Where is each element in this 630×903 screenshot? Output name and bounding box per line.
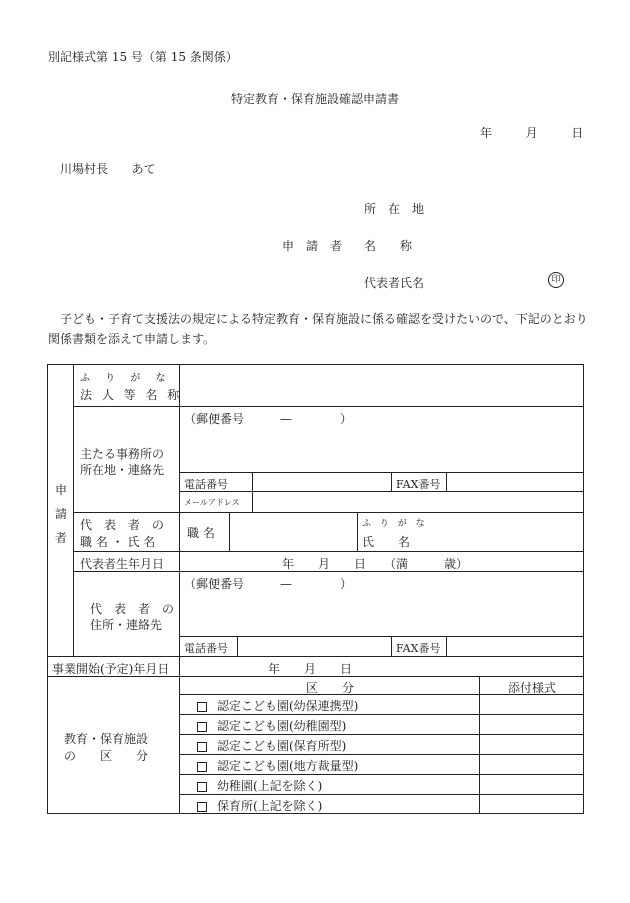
category-option[interactable] bbox=[197, 697, 358, 714]
corp-name-label: 法 人 等 名 称 bbox=[80, 388, 183, 402]
office-label-2: 所在地・連絡先 bbox=[80, 463, 165, 477]
office-label-1: 主たる事務所の bbox=[80, 447, 165, 461]
rep-title-field[interactable] bbox=[230, 513, 356, 550]
category-option-label: 認定こども園(幼保連携型) bbox=[217, 699, 359, 713]
office-email-field[interactable] bbox=[253, 492, 583, 511]
rep-title-label: 職 名 bbox=[187, 526, 215, 540]
birth-fields[interactable]: 年 月 日 （満 歳） bbox=[282, 557, 469, 571]
addressee-suffix: あて bbox=[131, 162, 156, 176]
checkbox[interactable] bbox=[197, 702, 207, 712]
office-postal-label: （郵便番号 — ） bbox=[184, 412, 353, 426]
office-address-field[interactable] bbox=[180, 425, 583, 471]
category-option[interactable] bbox=[197, 797, 322, 814]
checkbox[interactable] bbox=[197, 782, 207, 792]
rep-name-field[interactable] bbox=[424, 513, 583, 550]
side-label-3: 者 bbox=[55, 531, 68, 545]
rep-address-field[interactable] bbox=[180, 590, 583, 635]
office-email-label: メールアドレス bbox=[184, 498, 240, 507]
body-text-line2: 関係書類を添えて申請します。 bbox=[48, 332, 216, 346]
category-label-2: の 区 分 bbox=[64, 749, 149, 763]
checkbox[interactable] bbox=[197, 802, 207, 812]
category-option-label: 保育所(上記を除く) bbox=[217, 799, 323, 813]
seal-mark: 印 bbox=[548, 272, 564, 288]
checkbox[interactable] bbox=[197, 722, 207, 732]
form-number: 別記様式第 15 号（第 15 条関係） bbox=[48, 50, 238, 64]
checkbox[interactable] bbox=[197, 742, 207, 752]
category-header: 区 分 bbox=[306, 681, 355, 695]
checkbox[interactable] bbox=[197, 762, 207, 772]
applicant-rep-label: 代表者氏名 bbox=[364, 276, 425, 290]
category-option-label: 幼稚園(上記を除く) bbox=[217, 779, 323, 793]
category-option-label: 認定こども園(幼稚園型) bbox=[217, 719, 347, 733]
category-option-label: 認定こども園(地方裁量型) bbox=[217, 759, 359, 773]
corp-name-field[interactable] bbox=[180, 365, 583, 406]
rep-fax-label: FAX番号 bbox=[396, 642, 441, 655]
rep-furigana-label: ふ り が な bbox=[362, 519, 428, 529]
date-line bbox=[480, 124, 583, 141]
category-option[interactable] bbox=[197, 777, 322, 794]
rep-label-1: 代 表 者 の bbox=[80, 518, 165, 532]
date-day: 日 bbox=[571, 126, 584, 140]
office-fax-label: FAX番号 bbox=[396, 478, 441, 491]
rep-postal-label: （郵便番号 — ） bbox=[184, 577, 353, 591]
start-fields[interactable]: 年 月 日 bbox=[268, 662, 353, 676]
date-year: 年 bbox=[480, 126, 493, 140]
category-option-label: 認定こども園(保育所型) bbox=[217, 739, 347, 753]
rep-phone-field[interactable] bbox=[238, 637, 390, 655]
attach-header: 添付様式 bbox=[508, 681, 557, 695]
applicant-name-label: 名 称 bbox=[364, 239, 413, 253]
office-phone-label: 電話番号 bbox=[184, 478, 228, 491]
rep-addr-label-1: 代 表 者 の bbox=[90, 602, 175, 616]
side-label-2: 請 bbox=[55, 507, 68, 521]
rep-fax-field[interactable] bbox=[447, 637, 583, 655]
rep-name-label: 氏 名 bbox=[362, 535, 411, 549]
rep-phone-label: 電話番号 bbox=[184, 642, 228, 655]
rep-label-2: 職 名 ・ 氏 名 bbox=[80, 535, 156, 549]
category-option[interactable] bbox=[197, 717, 346, 734]
applicant-group-label: 申 請 者 bbox=[282, 239, 343, 253]
furigana-label: ふ り が な bbox=[80, 373, 172, 384]
rep-addr-label-2: 住所・連絡先 bbox=[90, 618, 163, 632]
addressee-name: 川場村長 bbox=[60, 162, 109, 176]
category-option[interactable] bbox=[197, 737, 346, 754]
office-phone-field[interactable] bbox=[253, 473, 390, 491]
office-fax-field[interactable] bbox=[447, 473, 583, 491]
start-label: 事業開始(予定)年月日 bbox=[52, 662, 170, 676]
body-text-line1: 子ども・子育て支援法の規定による特定教育・保育施設に係る確認を受けたいので、下記のとおり bbox=[60, 312, 588, 326]
addressee bbox=[60, 160, 156, 177]
category-label-1: 教育・保育施設 bbox=[64, 732, 149, 746]
side-label-1: 申 bbox=[55, 483, 68, 497]
page-title: 特定教育・保育施設確認申請書 bbox=[230, 92, 399, 106]
birth-label: 代表者生年月日 bbox=[80, 557, 165, 571]
category-option[interactable] bbox=[197, 757, 358, 774]
date-month: 月 bbox=[525, 126, 538, 140]
applicant-address-label: 所 在 地 bbox=[364, 202, 425, 216]
